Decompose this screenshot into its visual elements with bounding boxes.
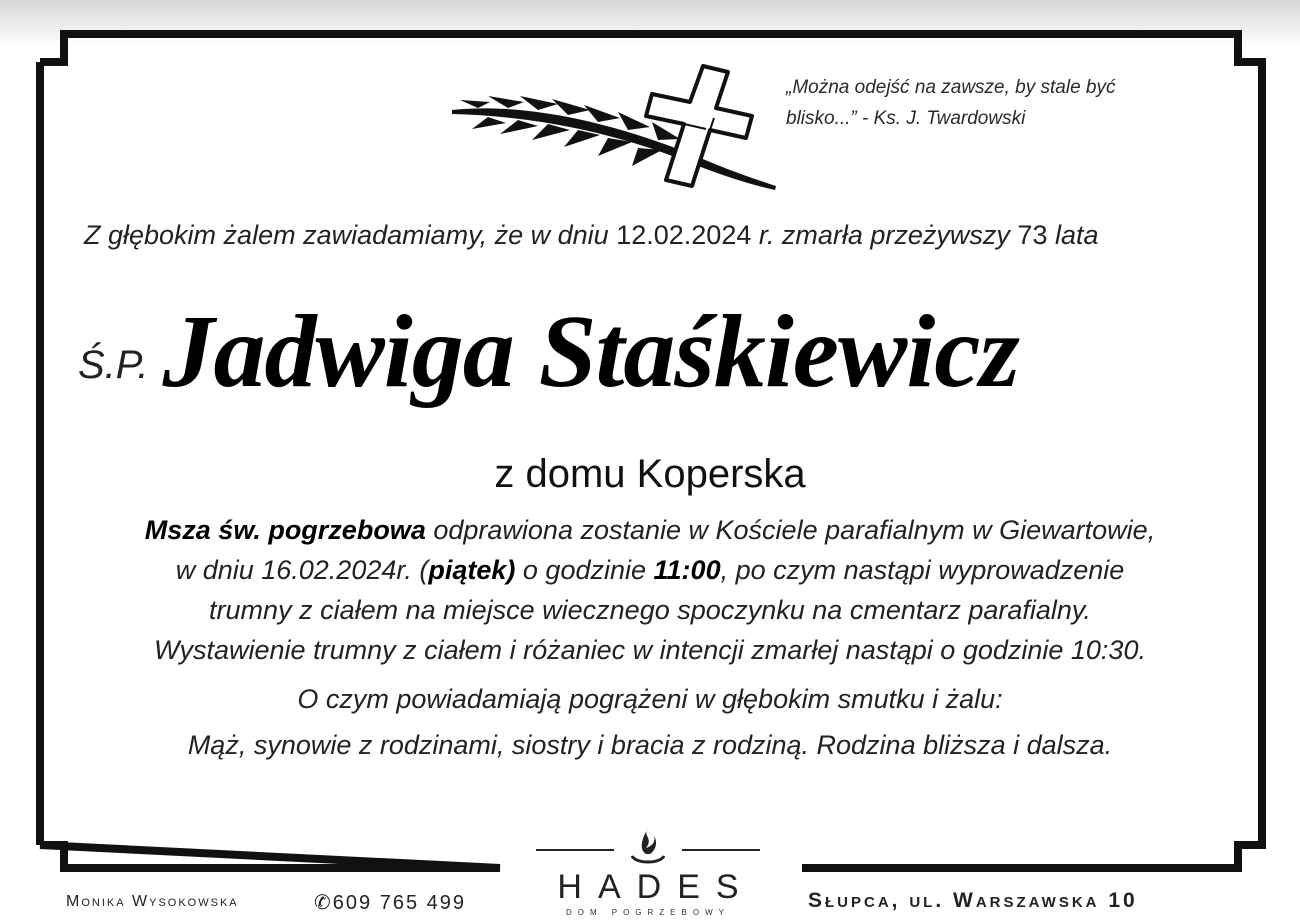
deceased-name-line — [78, 292, 1228, 411]
mass-line-1-text: odprawiona zostanie w Kościele parafialnym w Giewartowie, — [433, 515, 1156, 545]
logo-name: HADES — [557, 868, 755, 906]
contact-phone — [314, 890, 466, 915]
funeral-mass-info — [0, 510, 1300, 670]
flame-icon — [632, 828, 664, 862]
quote-line-1: „Można odejść na zawsze, by stale być — [786, 77, 1116, 98]
phone-number: 609 765 499 — [332, 892, 466, 914]
quote-line-2: blisko...” - Ks. J. Twardowski — [786, 108, 1026, 129]
mourners-intro: O czym powiadamiają pogrążeni w głębokim smutku i żalu: — [297, 684, 1003, 714]
logo-emblem — [528, 826, 768, 870]
maiden-name: z domu Koperska — [494, 452, 806, 496]
intro-suffix: lata — [1054, 220, 1099, 250]
mass-heading: Msza św. pogrzebowa — [144, 515, 426, 545]
mass-line-1 — [0, 510, 1300, 550]
intro-prefix: Z głębokim żalem zawiadamiamy, że w dniu — [84, 220, 609, 250]
family-list: Mąż, synowie z rodzinami, siostry i bracia z rodziną. Rodzina bliższa i dalsza. — [187, 730, 1113, 760]
mass-line-4: Wystawienie trumny z ciałem i różaniec w intencji zmarłej nastąpi o godzinie 10:30. — [154, 635, 1146, 665]
contact-name: Monika Wysokowska — [66, 893, 239, 910]
logo-subtitle: dom pogrzebowy — [566, 906, 730, 918]
cross-with-palm-icon — [448, 62, 778, 192]
phone-icon: ✆ — [314, 892, 333, 914]
age: 73 — [1017, 220, 1048, 250]
hades-logo — [528, 826, 768, 921]
intro-middle: r. zmarła przeżywszy — [758, 220, 1010, 250]
quote — [786, 72, 1216, 134]
sp-prefix: Ś.P. — [78, 343, 149, 387]
mass-time: 11:00 — [653, 555, 721, 585]
mass-line-3: trumny z ciałem na miejsce wiecznego spoczynku na cmentarz parafialny. — [209, 595, 1091, 625]
cross-icon — [646, 66, 752, 186]
mass-date-text: w dniu 16.02.2024r. ( — [175, 555, 429, 585]
mass-day: piątek) — [428, 555, 516, 585]
deceased-name: Jadwiga Staśkiewicz — [162, 294, 1019, 409]
death-date: 12.02.2024 — [616, 220, 752, 250]
address: Słupca, ul. Warszawska 10 — [808, 889, 1138, 912]
mass-line-2 — [0, 550, 1300, 590]
mass-hour-label: o godzinie — [522, 555, 647, 585]
death-announcement — [84, 220, 1234, 251]
mass-line-2-rest: , po czym nastąpi wyprowadzenie — [720, 555, 1125, 585]
